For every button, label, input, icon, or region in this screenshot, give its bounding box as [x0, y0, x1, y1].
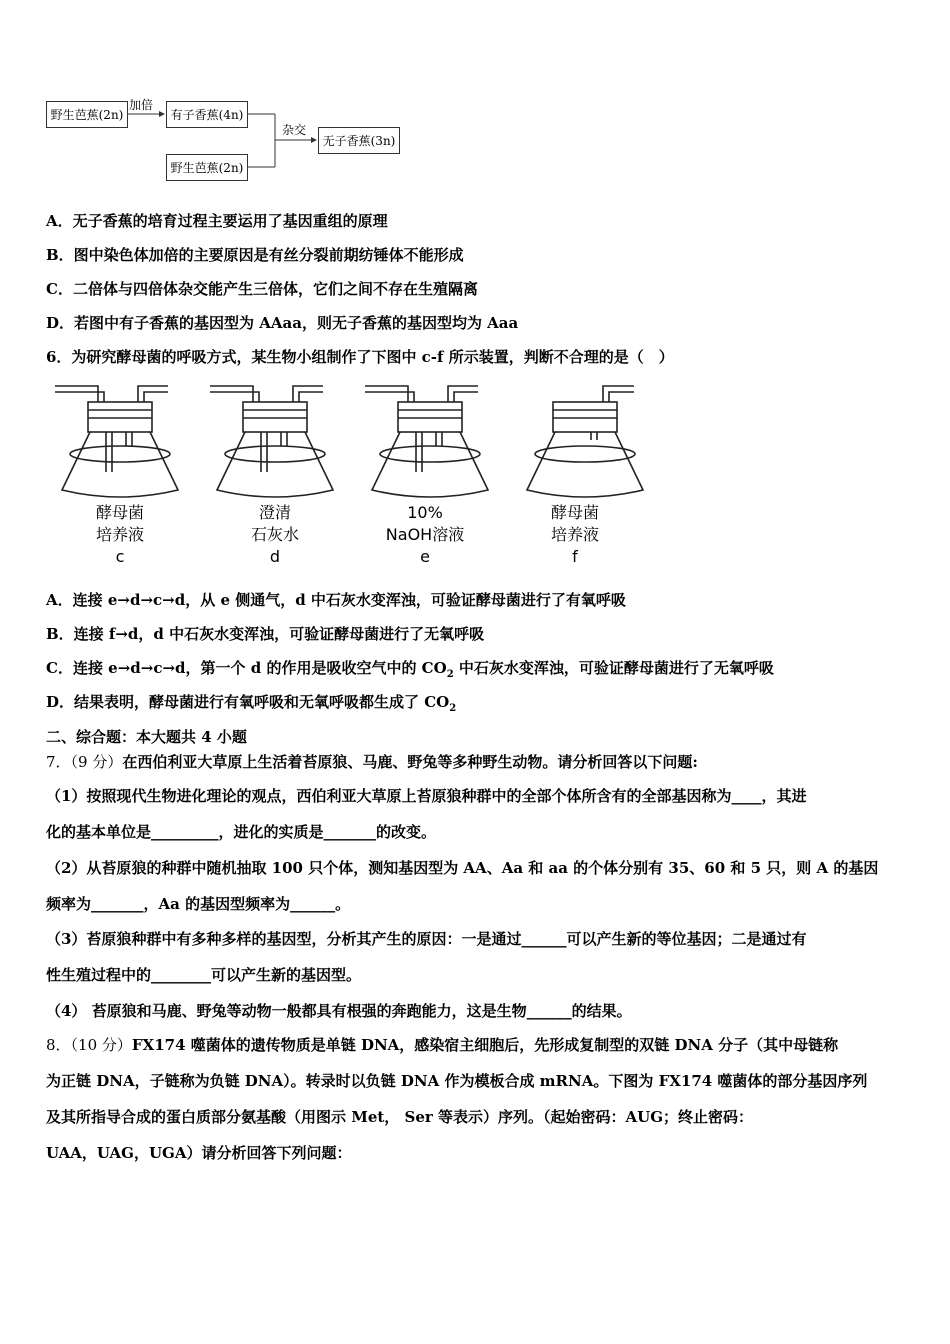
flask-e	[365, 386, 488, 497]
q8-score: （10 分）	[70, 1036, 132, 1054]
q7-part1-line2: 化的基本单位是_________，进化的实质是_______的改变。	[46, 823, 437, 841]
flask-f-label	[525, 502, 625, 568]
flask-e-line1: 10%	[407, 503, 443, 522]
flask-f-line2: 培养液	[550, 525, 599, 544]
q6-option-a: A．连接 e→d→c→d，从 e 侧通气，d 中石灰水变浑浊，可验证酵母菌进行了有氧呼吸	[46, 591, 626, 609]
q8-number: 8．	[46, 1036, 71, 1054]
q7-part3-line2: 性生殖过程中的________可以产生新的基因型。	[46, 966, 362, 984]
q7-stem-line	[46, 752, 698, 772]
flask-d-label	[225, 502, 325, 568]
box-wild-banana-2: 野生芭蕉(2n)	[166, 154, 248, 181]
flask-d-line1: 澄清	[258, 503, 291, 522]
flask-c-line1: 酵母菌	[95, 503, 144, 522]
flask-f-letter: f	[572, 547, 578, 566]
label-cross: 杂交	[282, 123, 307, 137]
diagram-arrows	[0, 0, 420, 190]
q5-option-c: C．二倍体与四倍体杂交能产生三倍体，它们之间不存在生殖隔离	[46, 280, 478, 298]
q5-option-b: B．图中染色体加倍的主要原因是有丝分裂前期纺锤体不能形成	[46, 246, 464, 264]
flask-c-label	[70, 502, 170, 568]
q7-part1-line1: （1）按照现代生物进化理论的观点，西伯利亚大草原上苔原狼种群中的全部个体所含有的全部基因称为____，其进	[46, 787, 807, 805]
q6-option-c-pre: C．连接 e→d→c→d，第一个 d 的作用是吸收空气中的 CO	[46, 659, 447, 677]
flask-apparatus	[50, 380, 650, 505]
flask-e-letter: e	[420, 547, 430, 566]
q5-option-a: A．无子香蕉的培育过程主要运用了基因重组的原理	[46, 212, 388, 230]
flask-f	[527, 386, 643, 497]
q6-option-c-sub: 2	[446, 669, 454, 680]
q7-part4: （4） 苔原狼和马鹿、野兔等动物一般都具有根强的奔跑能力，这是生物______的结果。	[46, 1002, 632, 1020]
flask-c-line2: 培养液	[95, 525, 144, 544]
box-seeded-banana: 有子香蕉(4n)	[166, 101, 248, 128]
q8-line2: 为正链 DNA，子链称为负链 DNA）。转录时以负链 DNA 作为模板合成 mRNA。下图为 FX174 噬菌体的部分基因序列	[46, 1072, 868, 1090]
flask-d-letter: d	[269, 547, 281, 566]
flask-d	[210, 386, 333, 497]
q7-part3-line1: （3）苔原狼种群中有多种多样的基因型，分析其产生的原因：一是通过______可以产生新的等位基因；二是通过有	[46, 930, 807, 948]
q6-option-d-sub: 2	[449, 703, 457, 714]
q8-line1	[46, 1035, 838, 1055]
q7-score: （9 分）	[70, 753, 123, 771]
q6-option-c-post: 中石灰水变浑浊，可验证酵母菌进行了无氧呼吸	[453, 659, 774, 677]
q6-option-b: B．连接 f→d，d 中石灰水变浑浊，可验证酵母菌进行了无氧呼吸	[46, 625, 485, 643]
q8-text-1: FX174 噬菌体的遗传物质是单链 DNA，感染宿主细胞后，先形成复制型的双链 DNA 分子（其中母链称	[131, 1036, 839, 1054]
q6-stem: 6．为研究酵母菌的呼吸方式，某生物小组制作了下图中 c-f 所示装置，判断不合理的是（ ）	[46, 348, 674, 366]
flask-c-letter: c	[115, 547, 125, 566]
q6-option-d	[46, 692, 456, 719]
q7-part2-line1: （2）从苔原狼的种群中随机抽取 100 只个体，测知基因型为 AA、Aa 和 aa 的个体分别有 35、60 和 5 只，则 A 的基因	[46, 859, 879, 877]
flask-f-line1: 酵母菌	[550, 503, 599, 522]
flask-d-line2: 石灰水	[250, 525, 299, 544]
q5-option-d: D．若图中有子香蕉的基因型为 AAaa，则无子香蕉的基因型均为 Aaa	[46, 314, 519, 332]
box-seedless-banana: 无子香蕉(3n)	[318, 127, 400, 154]
flask-c	[55, 386, 178, 497]
box-wild-banana-1: 野生芭蕉(2n)	[46, 101, 128, 128]
label-double: 加倍	[129, 98, 154, 112]
q8-line4: UAA，UAG，UGA）请分析回答下列问题：	[46, 1144, 352, 1162]
q6-option-d-pre: D．结果表明，酵母菌进行有氧呼吸和无氧呼吸都生成了 CO	[46, 693, 450, 711]
q6-option-c	[46, 658, 774, 685]
q7-stem: 在西伯利亚大草原上生活着苔原狼、马鹿、野兔等多种野生动物。请分析回答以下问题:	[122, 753, 698, 771]
q7-number: 7．	[46, 753, 71, 771]
flask-e-line2: NaOH溶液	[385, 525, 465, 544]
section-2-heading: 二、综合题：本大题共 4 小题	[46, 728, 247, 746]
q7-part2-line2: 频率为_______，Aa 的基因型频率为______。	[46, 895, 351, 913]
q8-line3: 及其所指导合成的蛋白质部分氨基酸（用图示 Met， Ser 等表示）序列。（起始密码：AUG；终止密码：	[46, 1108, 754, 1126]
flask-e-label	[365, 502, 485, 568]
